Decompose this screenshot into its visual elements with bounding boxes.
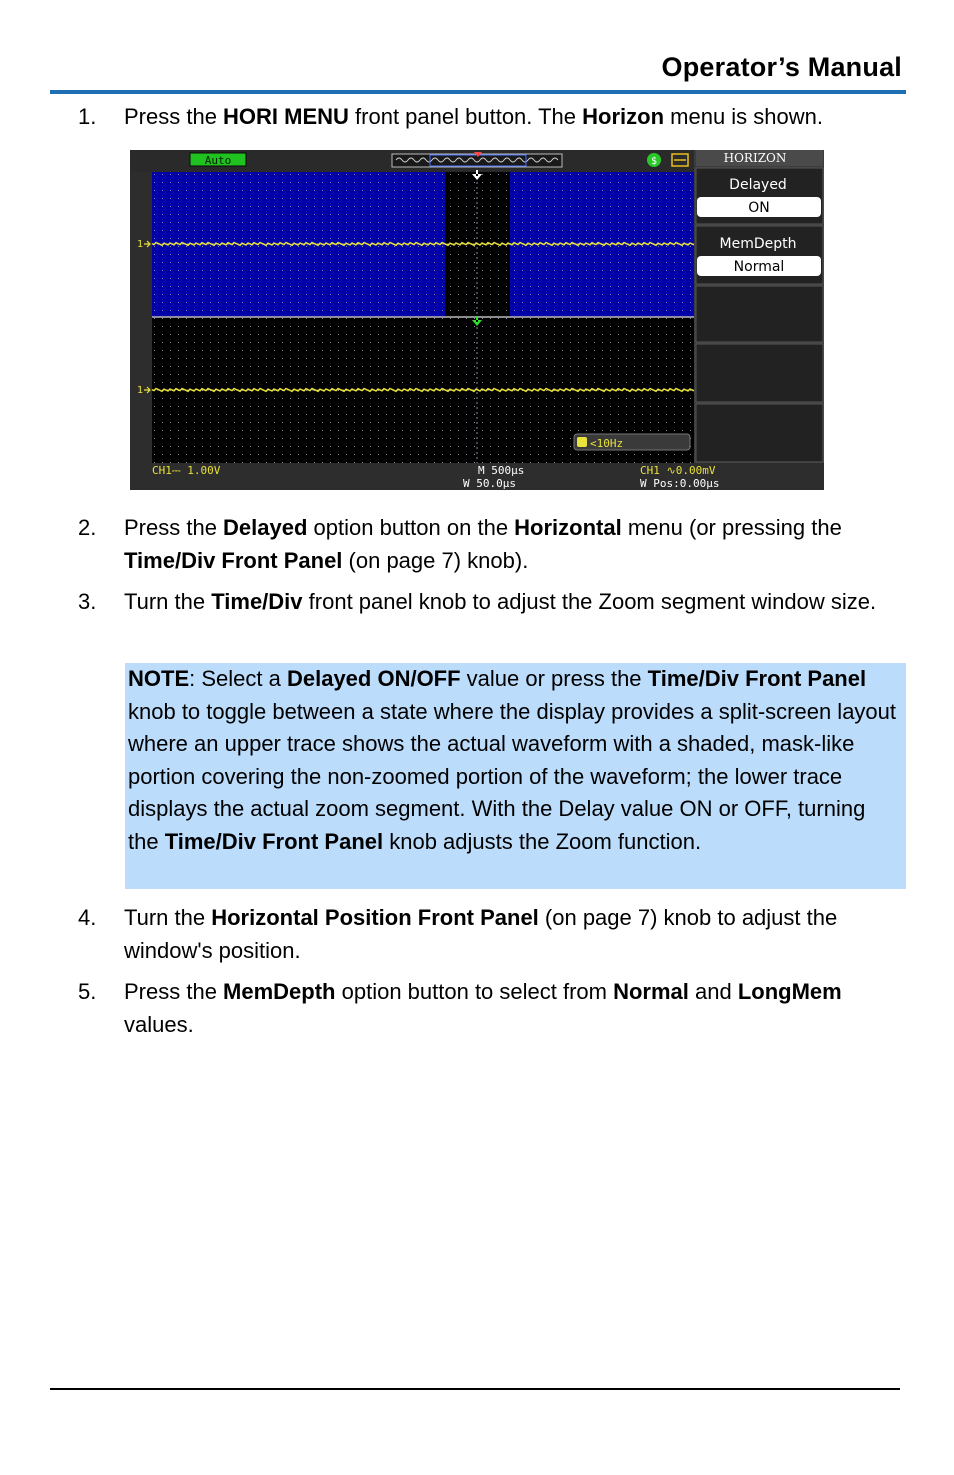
ch1-lower-ground-marker [137, 385, 150, 396]
ch1-scale-readout: CH1⎓ 1.00V [152, 464, 221, 477]
step-text: Turn the Horizontal Position Front Panel (on page 7) knob to adjust the window's position. [124, 905, 838, 963]
step-text: Turn the Time/Div front panel knob to adjust the Zoom segment window size. [124, 589, 877, 614]
window-position-readout: W Pos:0.00μs [640, 477, 720, 490]
note-text: NOTE: Select a Delayed ON/OFF value or press the Time/Div Front Panel knob to toggle between a state where the display provides a split-screen layout where an upper trace shows the actual waveform with a shaded, mask-like portion covering the non-zoomed portion of the waveform; the lower trace displays the actual zoom segment. With the Delay value ON or OFF, turning the Time/Div Front Panel knob adjusts the Zoom function. [128, 666, 897, 854]
main-timebase-readout: M 500μs [478, 464, 525, 477]
menu-option-empty-5[interactable] [696, 404, 823, 462]
ch1-upper-ground-marker [137, 239, 150, 250]
menu-option-delayed[interactable] [696, 168, 823, 224]
svg-text:1: 1 [137, 239, 144, 250]
frequency-readout: <10Hz [590, 437, 624, 450]
menu-option-memdepth-label: MemDepth [719, 236, 797, 252]
svg-text:$: $ [650, 156, 658, 167]
note-box [125, 663, 906, 889]
footer-rule [50, 1388, 900, 1390]
step-text: Press the HORI MENU front panel button. The Horizon menu is shown. [124, 104, 823, 129]
step-text: Press the Delayed option button on the Horizontal menu (or pressing the Time/Div Front Panel (on page 7) knob). [124, 515, 842, 573]
menu-option-delayed-value: ON [748, 200, 770, 216]
menu-option-delayed-label: Delayed [729, 177, 787, 193]
trigger-status-text: Auto [204, 154, 232, 167]
step-number: 5. [78, 979, 97, 1004]
menu-option-memdepth-value: Normal [733, 259, 785, 275]
header-rule [50, 90, 906, 94]
menu-option-memdepth[interactable] [696, 226, 823, 284]
step-number: 3. [78, 589, 97, 614]
menu-option-empty-3[interactable] [696, 286, 823, 342]
memory-position-bar [392, 154, 562, 167]
scope-display [130, 150, 824, 490]
window-timebase-readout: W 50.0μs [463, 477, 516, 490]
page-header-title: Operator’s Manual [661, 52, 902, 82]
trigger-level-readout: CH1 ∿0.00mV [640, 464, 716, 477]
menu-option-empty-4[interactable] [696, 344, 823, 402]
menu-title: HORIZON [723, 151, 787, 165]
step-text: Press the MemDepth option button to select from Normal and LongMem values. [124, 979, 842, 1037]
step-number: 1. [78, 104, 97, 129]
step-number: 4. [78, 905, 97, 930]
step-number: 2. [78, 515, 97, 540]
oscilloscope-screenshot [130, 150, 824, 490]
svg-text:1: 1 [137, 385, 144, 396]
